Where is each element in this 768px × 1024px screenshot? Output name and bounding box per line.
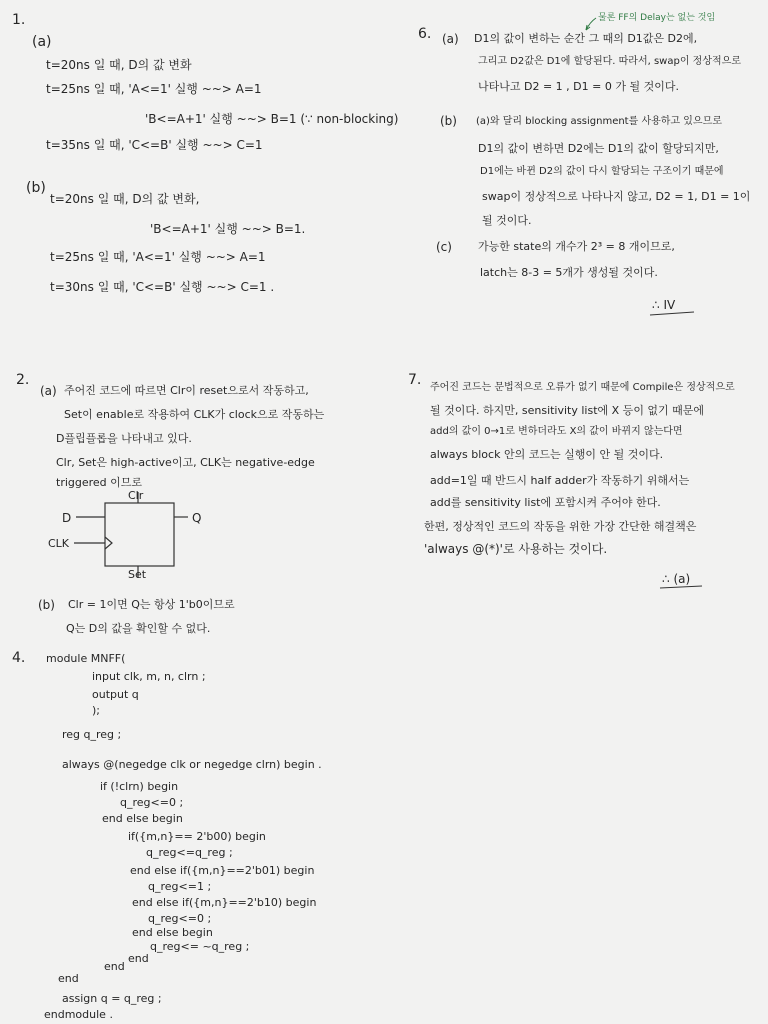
q6-margin-note: 물론 FF의 Delay는 없는 것임 xyxy=(598,13,716,23)
q1b-label: (b) xyxy=(26,180,46,196)
q2a-line-2: Set이 enable로 작용하여 CLK가 clock으로 작동하는 xyxy=(64,408,325,421)
code-line-6: always @(negedge clk or negedge clrn) begin . xyxy=(62,758,322,771)
q1-number: 1. xyxy=(12,12,26,28)
q1b-line-4: t=30ns 일 때, 'C<=B' 실행 ~~> C=1 . xyxy=(50,280,275,294)
q6b-line-3: D1에는 바뀐 D2의 값이 다시 할당되는 구조이기 때문에 xyxy=(480,166,724,177)
q1a-line-3: 'B<=A+1' 실행 ~~> B=1 (∵ non-blocking) xyxy=(145,112,399,126)
q6a-line-3: 나타나고 D2 = 1 , D1 = 0 가 될 것이다. xyxy=(478,80,679,93)
q1a-line-1: t=20ns 일 때, D의 값 변화 xyxy=(46,58,192,72)
code-line-11: q_reg<=q_reg ; xyxy=(146,846,233,859)
q2a-label: (a) xyxy=(40,384,57,398)
q6a-label: (a) xyxy=(442,32,459,46)
code-line-19: end xyxy=(104,960,125,973)
q2a-line-3: D플립플롭을 나타내고 있다. xyxy=(56,432,192,445)
q2b-line-1: Clr = 1이면 Q는 항상 1'b0이므로 xyxy=(68,598,235,611)
code-line-20: end xyxy=(58,972,79,985)
code-line-21: assign q = q_reg ; xyxy=(62,992,162,1005)
q7-answer: ∴ (a) xyxy=(662,572,691,586)
code-line-9: end else begin xyxy=(102,812,183,825)
ff-label-set: Set xyxy=(128,568,147,581)
q4-number: 4. xyxy=(12,650,26,666)
code-line-8: q_reg<=0 ; xyxy=(120,796,184,809)
code-line-12: end else if({m,n}==2'b01) begin xyxy=(130,864,315,877)
q6-number: 6. xyxy=(418,26,432,42)
code-line-4: ); xyxy=(92,704,100,717)
q7-line-1: 주어진 코드는 문법적으로 오류가 없기 때문에 Compile은 정상적으로 xyxy=(430,382,735,393)
q1b-line-1: t=20ns 일 때, D의 값 변화, xyxy=(50,192,200,206)
code-line-13: q_reg<=1 ; xyxy=(148,880,212,893)
q2b-line-2: Q는 D의 값을 확인할 수 없다. xyxy=(66,622,211,635)
ff-label-q: Q xyxy=(192,511,202,525)
q2a-line-4: Clr, Set은 high-active이고, CLK는 negative-edge xyxy=(56,456,315,469)
q6b-label: (b) xyxy=(440,114,457,128)
q1a-line-2: t=25ns 일 때, 'A<=1' 실행 ~~> A=1 xyxy=(46,82,262,96)
q6b-line-2: D1의 값이 변하면 D2에는 D1의 값이 할당되지만, xyxy=(478,142,719,155)
code-line-18: end xyxy=(128,952,149,965)
q6c-label: (c) xyxy=(436,240,452,254)
q2a-line-1: 주어진 코드에 따르면 Clr이 reset으로서 작동하고, xyxy=(64,384,309,397)
q6a-line-2: 그리고 D2값은 D1에 할당된다. 따라서, swap이 정상적으로 xyxy=(478,56,741,67)
q6c-line-2: latch는 8-3 = 5개가 생성될 것이다. xyxy=(480,266,658,279)
q6-answer: ∴ IV xyxy=(652,298,676,312)
q7-line-5: add=1일 때 반드시 half adder가 작동하기 위해서는 xyxy=(430,474,690,487)
q2b-label: (b) xyxy=(38,598,55,612)
code-line-10: if({m,n}== 2'b00) begin xyxy=(128,830,266,843)
ff-label-clr: Clr xyxy=(128,489,144,502)
code-line-2: input clk, m, n, clrn ; xyxy=(92,670,206,683)
q7-line-4: always block 안의 코드는 실행이 안 될 것이다. xyxy=(430,448,664,461)
q1a-line-4: t=35ns 일 때, 'C<=B' 실행 ~~> C=1 xyxy=(46,138,263,152)
q7-number: 7. xyxy=(408,372,422,388)
code-line-17: q_reg<= ~q_reg ; xyxy=(150,940,250,953)
q6b-line-4: swap이 정상적으로 나타나지 않고, D2 = 1, D1 = 1이 xyxy=(482,190,751,203)
code-line-14: end else if({m,n}==2'b10) begin xyxy=(132,896,317,909)
code-line-16: end else begin xyxy=(132,926,213,939)
code-line-7: if (!clrn) begin xyxy=(100,780,179,793)
q7-line-6: add를 sensitivity list에 포함시켜 주어야 한다. xyxy=(430,496,661,509)
q7-line-8: 'always @(*)'로 사용하는 것이다. xyxy=(424,542,608,556)
code-line-15: q_reg<=0 ; xyxy=(148,912,212,925)
q1b-line-3: t=25ns 일 때, 'A<=1' 실행 ~~> A=1 xyxy=(50,250,266,264)
code-line-22: endmodule . xyxy=(44,1008,113,1021)
q7-line-7: 한편, 정상적인 코드의 작동을 위한 가장 간단한 해결책은 xyxy=(424,520,697,533)
q6a-line-1: D1의 값이 변하는 순간 그 때의 D1값은 D2에, xyxy=(474,32,698,45)
ff-label-d: D xyxy=(62,511,72,525)
q6c-line-1: 가능한 state의 개수가 2³ = 8 개이므로, xyxy=(478,240,675,253)
q2a-line-5: triggered 이므로 xyxy=(56,476,143,489)
ff-label-clk: CLK xyxy=(48,537,70,550)
code-line-3: output q xyxy=(92,688,139,701)
code-line-1: module MNFF( xyxy=(46,652,126,665)
code-line-5: reg q_reg ; xyxy=(62,728,122,741)
q7-line-3: add의 값이 0→1로 변하더라도 X의 값이 바뀌지 않는다면 xyxy=(430,426,683,437)
q2-number: 2. xyxy=(16,372,30,388)
q1a-label: (a) xyxy=(32,34,52,50)
q1b-line-2: 'B<=A+1' 실행 ~~> B=1. xyxy=(150,222,306,236)
q6b-line-5: 될 것이다. xyxy=(482,214,532,227)
q6b-line-1: (a)와 달리 blocking assignment를 사용하고 있으므로 xyxy=(476,116,722,127)
q7-line-2: 될 것이다. 하지만, sensitivity list에 X 등이 없기 때문에 xyxy=(430,404,705,417)
